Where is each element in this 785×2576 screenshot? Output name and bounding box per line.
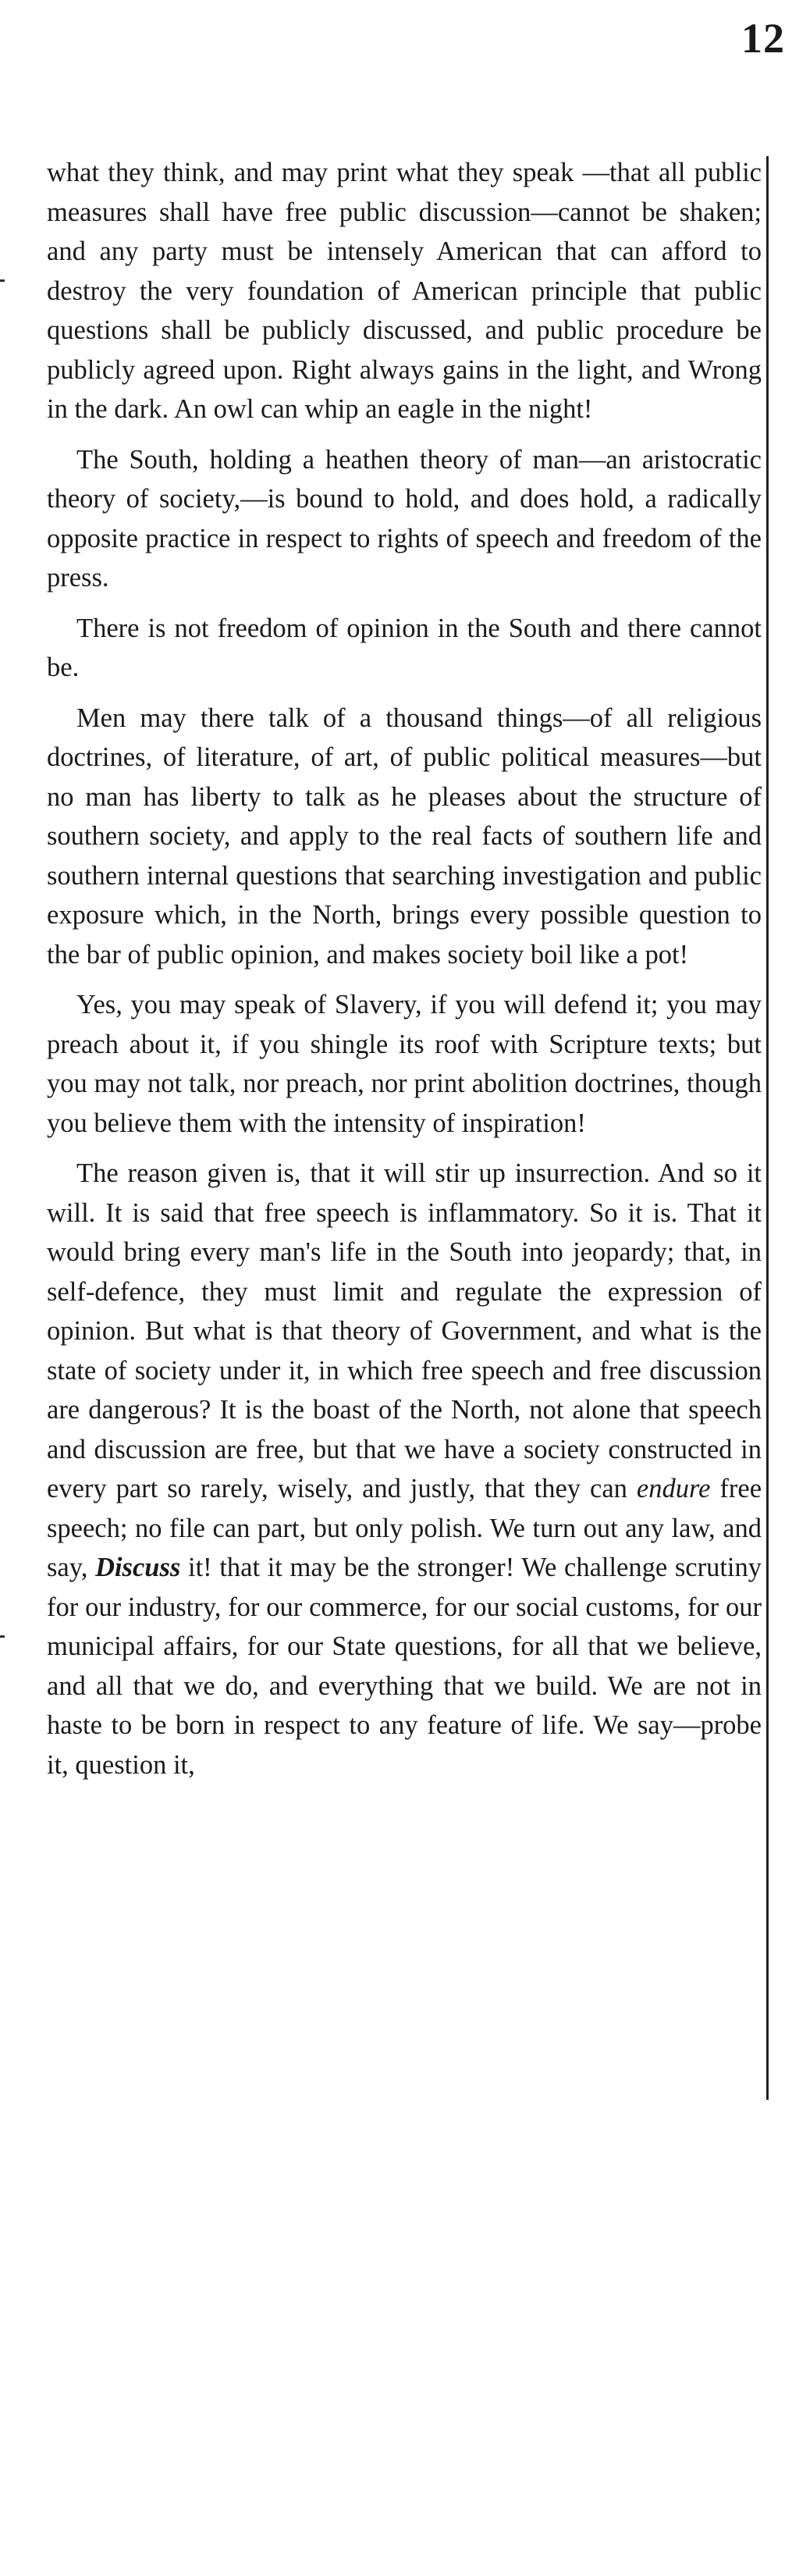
- paragraph-text: The South, holding a heathen theory of man—an aristocratic theory of society,—is bound to hold, and does hold, a radically opposite practice in respect to rights of speech and freedom of the press.: [47, 444, 762, 592]
- emphasis-text: endure: [636, 1474, 711, 1503]
- margin-mark: [0, 279, 5, 282]
- paragraph-text: Yes, you may speak of Slavery, if you will defend it; you may preach about it, if you shingle its roof with Scripture texts; but you may not talk, nor preach, nor print abolition doctrines, though you believe them with the intensity of inspiration!: [47, 990, 762, 1138]
- text-column: [47, 153, 762, 1795]
- page-number: 12: [741, 15, 785, 62]
- paragraph-text: The reason given is, that it will stir up insurrection. And so it will. It is said that free speech is inflammatory. So it is. That it would bring every man's life in the South into jeopardy; that, in self-defence, they must limit and regulate the expression of opinion. But what is that theory of Government, and what is the state of society under it, in which free speech and free discussion are dangerous? It is the boast of the North, not alone that speech and discussion are free, but that we have a society constructed in every part so rarely, wisely, and justly, that they can: [47, 1158, 762, 1503]
- margin-mark: [0, 1635, 5, 1638]
- paragraph-3: [47, 609, 762, 688]
- paragraph-text: There is not freedom of opinion in the South and there cannot be.: [47, 613, 762, 682]
- paragraph-4: [47, 699, 762, 975]
- paragraph-5: [47, 985, 762, 1143]
- paragraph-2: [47, 440, 762, 598]
- paragraph-text: what they think, and may print what they speak —that all public measures shall have free public discussion—cannot be shaken; and any party must be intensely American that can afford to destroy the very foundation of American principle that public questions shall be publicly discussed, and public procedure be publicly agreed upon. Right always gains in the light, and Wrong in the dark. An owl can whip an eagle in the night!: [47, 158, 762, 424]
- column-rule: [766, 156, 769, 2100]
- paragraph-6: [47, 1154, 762, 1784]
- paragraph-text: free speech; no file can part, but only polish. We turn out any law, and say,: [47, 1474, 762, 1582]
- paragraph-text: Men may there talk of a thousand things—of all religious doctrines, of literature, of art, of public political measures—but no man has liberty to talk as he pleases about the structure of southern society, and apply to the real facts of southern life and southern internal questions that searching investigation and public exposure which, in the North, brings every possible question to the bar of public opinion, and makes society boil like a pot!: [47, 703, 762, 970]
- paragraph-text: it! that it may be the stronger! We challenge scrutiny for our industry, for our commerce, for our social customs, for our municipal affairs, for our State questions, for all that we believe, and all that we do, and everything that we build. We are not in haste to be born in respect to any feature of life. We say—probe it, question it,: [47, 1553, 762, 1780]
- emphasis-text: Discuss: [95, 1553, 181, 1582]
- paragraph-1: [47, 153, 762, 429]
